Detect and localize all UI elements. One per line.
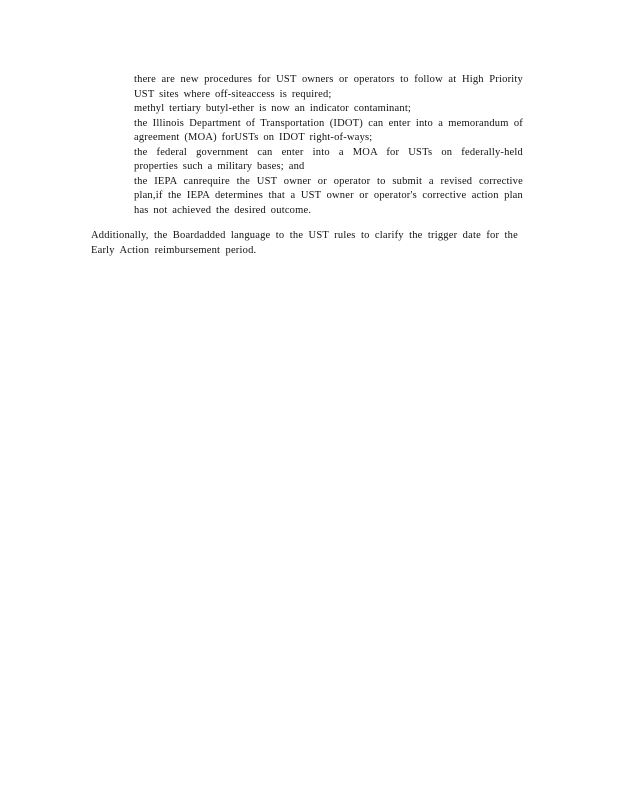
list-item-text: the Illinois Department of Transportation (IDOT) can enter into a memorandum of agreement (MOA) forUSTs on IDOT right-of-ways; xyxy=(134,117,523,143)
list-item xyxy=(113,175,523,219)
list-item-text: there are new procedures for UST owners or operators to follow at High Priority UST sites where off-siteaccess is required; xyxy=(134,74,523,100)
list-item xyxy=(113,146,523,175)
list-item xyxy=(113,102,523,117)
bullet-list xyxy=(113,73,523,218)
list-item xyxy=(113,73,523,102)
list-item-text: methyl tertiary butyl-ether is now an indicator contaminant; xyxy=(134,103,412,114)
list-item xyxy=(113,117,523,146)
list-item-text: the federal government can enter into a MOA for USTs on federally-held properties such a military bases; and xyxy=(134,146,523,172)
body-paragraph: Additionally, the Boardadded language to the UST rules to clarify the trigger date for the Early Action reimbursement period. xyxy=(91,230,518,256)
list-item-text: the IEPA canrequire the UST owner or operator to submit a revised corrective plan,if the IEPA determines that a UST owner or operator's corrective action plan has not achieved the desired outcome. xyxy=(134,175,523,216)
